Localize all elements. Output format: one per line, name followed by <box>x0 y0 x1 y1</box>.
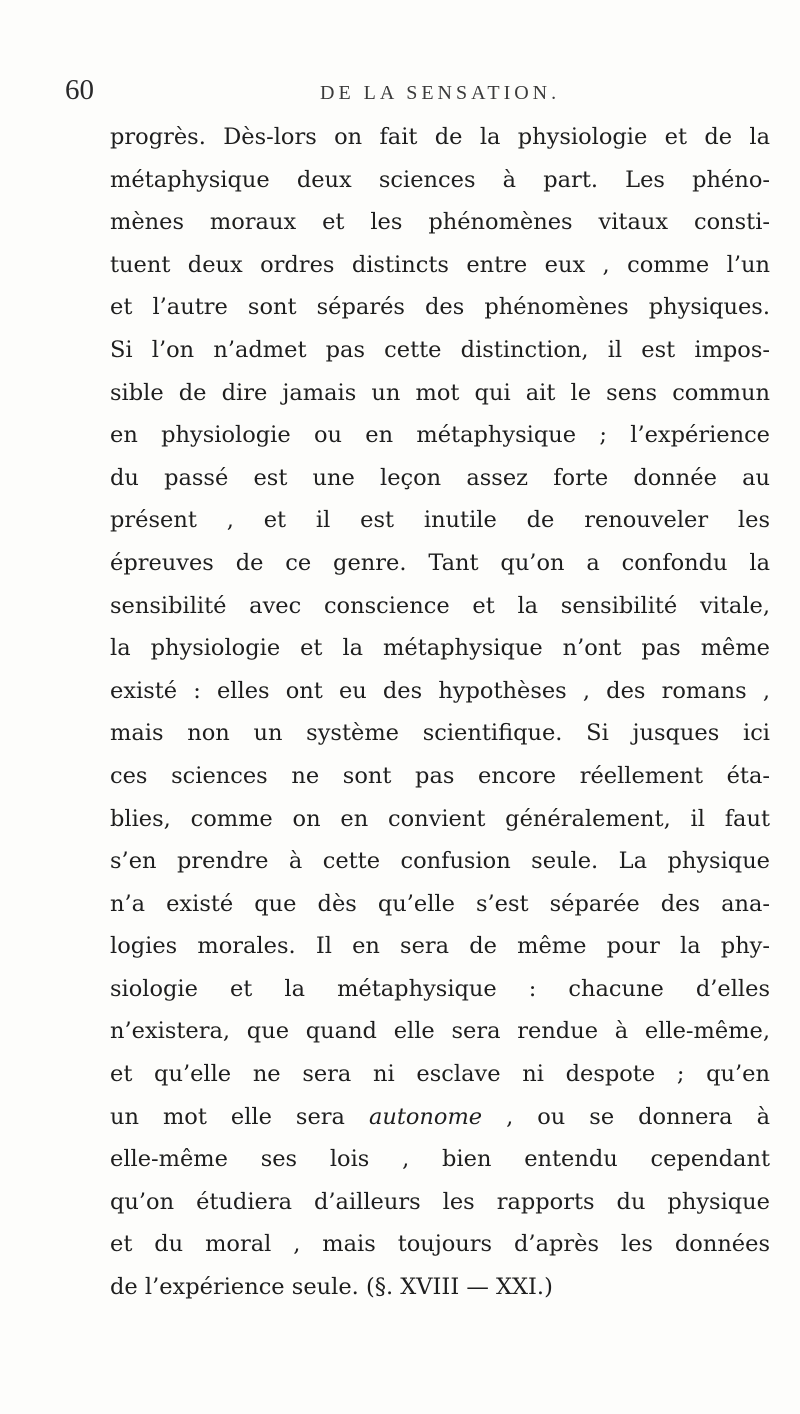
text-line-last: de l’expérience seule. (§. XVIII — XXI.) <box>110 1274 553 1301</box>
text-line: la physiologie et la métaphysique n’ont pas même <box>110 635 770 662</box>
text-line: présent , et il est inutile de renouveler les <box>110 507 770 534</box>
text-line <box>110 1096 770 1139</box>
page-number: 60 <box>65 74 94 106</box>
text-line: tuent deux ordres distincts entre eux , comme l’un <box>110 251 770 278</box>
text-line: en physiologie ou en métaphysique ; l’expérience <box>110 422 770 449</box>
text-line: du passé est une leçon assez forte donnée au <box>110 464 770 491</box>
text-segment: un mot elle sera <box>110 1103 369 1130</box>
text-line: sensibilité avec conscience et la sensibilité vitale, <box>110 592 770 619</box>
text-segment: , ou se donnera à <box>482 1103 770 1130</box>
text-line: s’en prendre à cette confusion seule. La physique <box>110 848 770 875</box>
text-line: n’existera, que quand elle sera rendue à elle-même, <box>110 1018 770 1045</box>
text-line: ces sciences ne sont pas encore réellement éta- <box>110 762 770 789</box>
body-text <box>110 116 770 1309</box>
text-line: blies, comme on en convient généralement, il faut <box>110 805 770 832</box>
running-head <box>65 70 745 110</box>
text-line: n’a existé que dès qu’elle s’est séparée des ana- <box>110 890 770 917</box>
running-title: DE LA SENSATION. <box>320 82 561 104</box>
text-line: logies morales. Il en sera de même pour la phy- <box>110 933 770 960</box>
text-line: siologie et la métaphysique : chacune d’elles <box>110 975 770 1002</box>
text-line: existé : elles ont eu des hypothèses , des romans , <box>110 677 770 704</box>
italic-term: autonome <box>368 1103 483 1130</box>
text-line: sible de dire jamais un mot qui ait le sens commun <box>110 379 770 406</box>
text-line: mènes moraux et les phénomènes vitaux consti- <box>110 209 770 236</box>
text-segment: et qu’elle ne sera ni esclave ni despote ; qu’en <box>110 1061 770 1088</box>
text-line: et du moral , mais toujours d’après les données <box>110 1231 770 1258</box>
text-line <box>110 1053 770 1096</box>
text-line: Si l’on n’admet pas cette distinction, il est impos- <box>110 336 770 363</box>
text-line: métaphysique deux sciences à part. Les phéno- <box>110 166 770 193</box>
text-line: qu’on étudiera d’ailleurs les rapports du physique <box>110 1188 770 1215</box>
text-line: et l’autre sont séparés des phénomènes physiques. <box>110 294 770 321</box>
text-line: elle-même ses lois , bien entendu cependant <box>110 1146 770 1173</box>
text-line: épreuves de ce genre. Tant qu’on a confondu la <box>110 549 770 576</box>
text-line: mais non un système scientifique. Si jusques ici <box>110 720 770 747</box>
text-line: progrès. Dès-lors on fait de la physiologie et de la <box>110 124 770 150</box>
